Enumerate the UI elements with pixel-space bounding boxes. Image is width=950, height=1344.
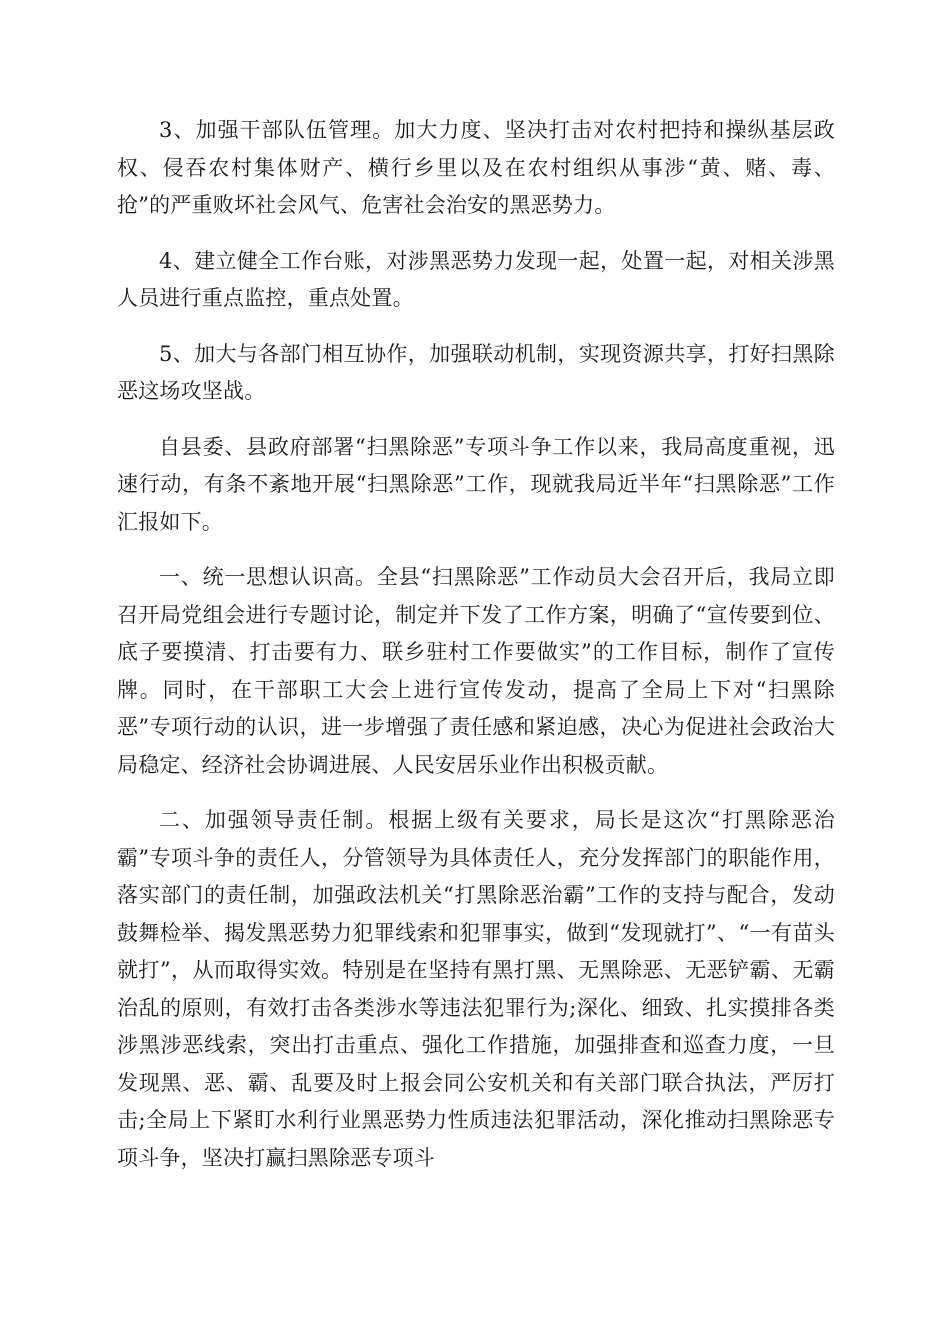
paragraph-item-5: 5、加大与各部门相互协作，加强联动机制，实现资源共享，打好扫黑除恶这场攻坚战。 — [117, 341, 835, 403]
paragraph-item-4: 4、建立健全工作台账，对涉黑恶势力发现一起，处置一起，对相关涉黑人员进行重点监控，重点处置。 — [117, 248, 835, 310]
paragraph-section-one: 一、统一思想认识高。全县“扫黑除恶”工作动员大会召开后，我局立即召开局党组会进行专题讨论，制定并下发了工作方案，明确了“宣传要到位、底子要摸清、打击要有力、联乡驻村工作要做实”的工作目标，制作了宣传牌。同时，在干部职工大会上进行宣传发动，提高了全局上下对“扫黑除恶”专项行动的认识，进一步增强了责任感和紧迫感，决心为促进社会政治大局稳定、经济社会协调进展、人民安居乐业作出积极贡献。 — [117, 565, 835, 777]
paragraph-intro: 自县委、县政府部署“扫黑除恶”专项斗争工作以来，我局高度重视，迅速行动，有条不紊地开展“扫黑除恶”工作，现就我局近半年“扫黑除恶”工作汇报如下。 — [117, 434, 835, 534]
paragraph-section-two: 二、加强领导责任制。根据上级有关要求，局长是这次“打黑除恶治霸”专项斗争的责任人，分管领导为具体责任人，充分发挥部门的职能作用，落实部门的责任制，加强政法机关“打黑除恶治霸”工作的支持与配合，发动鼓舞检举、揭发黑恶势力犯罪线索和犯罪事实，做到“发现就打”、“一有苗头就打”，从而取得实效。特别是在坚持有黑打黑、无黑除恶、无恶铲霸、无霸治乱的原则，有效打击各类涉水等违法犯罪行为;深化、细致、扎实摸排各类涉黑涉恶线索，突出打击重点、强化工作措施，加强排查和巡查力度，一旦发现黑、恶、霸、乱要及时上报会同公安机关和有关部门联合执法，严厉打击;全局上下紧盯水利行业黑恶势力性质违法犯罪活动，深化推动扫黑除恶专项斗争，坚决打赢扫黑除恶专项斗 — [117, 808, 835, 1170]
paragraph-item-3: 3、加强干部队伍管理。加大力度、坚决打击对农村把持和操纵基层政权、侵吞农村集体财产、横行乡里以及在农村组织从事涉“黄、赌、毒、抢”的严重败坏社会风气、危害社会治安的黑恶势力。 — [117, 118, 835, 217]
document-body — [117, 112, 835, 1195]
